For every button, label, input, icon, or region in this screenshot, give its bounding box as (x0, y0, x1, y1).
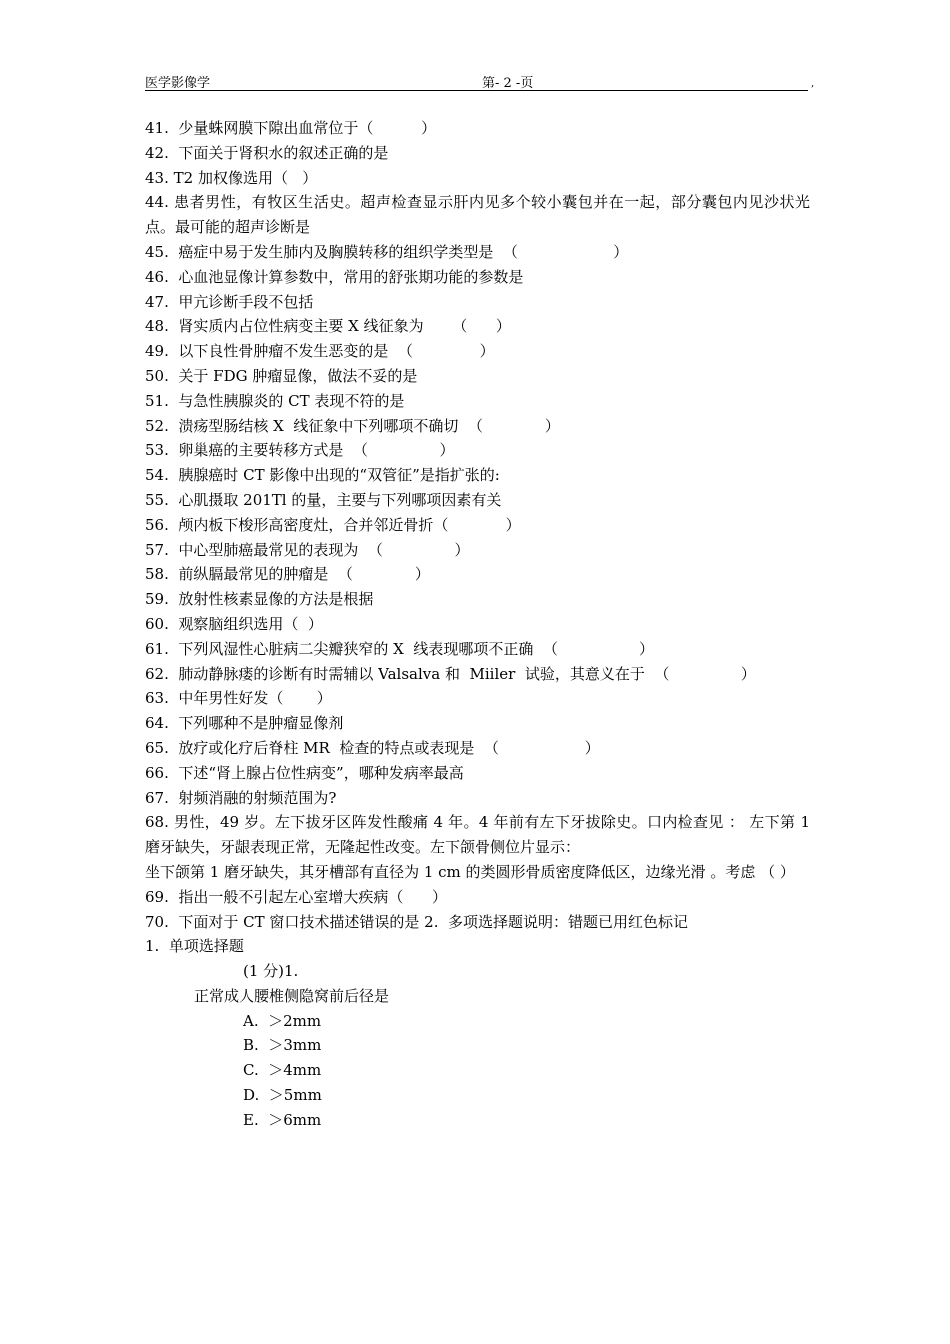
question-50: 50. 关于 FDG 肿瘤显像，做法不妥的是 (145, 366, 418, 385)
question-41: 41. 少量蛛网膜下隙出血常位于（ ） (145, 119, 437, 137)
question-54: 54. 胰腺癌时 CT 影像中出现的“双管征”是指扩张的: (145, 466, 500, 485)
question-score: (1 分)1. (243, 962, 299, 981)
question-46: 46. 心血池显像计算参数中，常用的舒张期功能的参数是 (145, 267, 524, 286)
question-43: 43. T2 加权像选用（ ） (145, 168, 318, 187)
question-57: 57. 中心型肺癌最常见的表现为 （ ） (145, 540, 470, 559)
question-58: 58. 前纵膈最常见的肿瘤是 （ ） (145, 565, 430, 584)
section-title: 1. 单项选择题 (145, 937, 244, 956)
question-56: 56. 颅内板下梭形高密度灶，合并邻近骨折（ ） (145, 515, 521, 534)
question-53: 53. 卵巢癌的主要转移方式是 （ ） (145, 441, 455, 460)
question-49: 49. 以下良性骨肿瘤不发生恶变的是 （ ） (145, 342, 495, 361)
question-48: 48. 肾实质内占位性病变主要 X 线征象为 （ ） (145, 317, 511, 336)
option-c: C. ＞4mm (243, 1061, 322, 1080)
header-subject: 医学影像学 (145, 76, 211, 91)
option-a: A. ＞2mm (243, 1011, 322, 1030)
document-body (145, 116, 810, 1133)
header-page-number: 第- 2 -页 (482, 76, 534, 91)
question-60: 60. 观察脑组织选用（ ） (145, 614, 323, 633)
option-e: E. ＞6mm (243, 1110, 322, 1129)
question-55: 55. 心肌摄取 201Tl 的量，主要与下列哪项因素有关 (145, 490, 502, 509)
question-64: 64. 下列哪种不是肿瘤显像剂 (145, 714, 344, 733)
question-51: 51. 与急性胰腺炎的 CT 表现不符的是 (145, 391, 405, 410)
question-61: 61. 下列风湿性心脏病二尖瓣狭窄的 X 线表现哪项不正确 （ ） (145, 639, 654, 658)
question-62: 62. 肺动静脉瘘的诊断有时需辅以 Valsalva 和 Miiler 试验，其意义在于 （ ） (145, 664, 756, 683)
question-67: 67. 射频消融的射频范围为? (145, 788, 337, 807)
question-65: 65. 放疗或化疗后脊柱 MR 检查的特点或表现是 （ ） (145, 738, 600, 757)
question-59: 59. 放射性核素显像的方法是根据 (145, 590, 374, 609)
question-stem: 正常成人腰椎侧隐窝前后径是 (194, 986, 390, 1005)
option-d: D. ＞5mm (243, 1086, 322, 1105)
question-44: 44. 患者男性，有牧区生活史。超声检查显示肝内见多个较小囊包并在一起，部分囊包内见沙状光点。最可能的超声诊断是 (145, 193, 810, 237)
question-52: 52. 溃疡型肠结核 X 线征象中下列哪项不确切 （ ） (145, 416, 560, 435)
header-mark: , (811, 78, 815, 89)
question-68: 68. 男性，49 岁。左下拔牙区阵发性酸痛 4 年。4 年前有左下牙拔除史。口内检查见 ： 左下第 1 磨牙缺失，牙龈表现正常，无隆起性改变。左下颌骨侧位片显示： (145, 813, 810, 857)
question-45: 45. 癌症中易于发生肺内及胸膜转移的组织学类型是 （ ） (145, 242, 629, 261)
question-66: 66. 下述“肾上腺占位性病变”，哪种发病率最高 (145, 763, 464, 782)
page-header (145, 72, 815, 91)
option-b: B. ＞3mm (243, 1036, 322, 1055)
question-68-continued: 坐下颌第 1 磨牙缺失，其牙槽部有直径为 1 cm 的类圆形骨质密度降低区，边缘光滑 。考虑 （ ） (145, 862, 795, 881)
question-69: 69. 指出一般不引起左心室增大疾病（ ） (145, 887, 448, 906)
question-42: 42. 下面关于肾积水的叙述正确的是 (145, 143, 389, 162)
question-63: 63. 中年男性好发（ ） (145, 689, 332, 708)
question-47: 47. 甲亢诊断手段不包括 (145, 292, 314, 311)
question-70: 70. 下面对于 CT 窗口技术描述错误的是 2. 多项选择题说明：错题已用红色标记 (145, 912, 689, 931)
